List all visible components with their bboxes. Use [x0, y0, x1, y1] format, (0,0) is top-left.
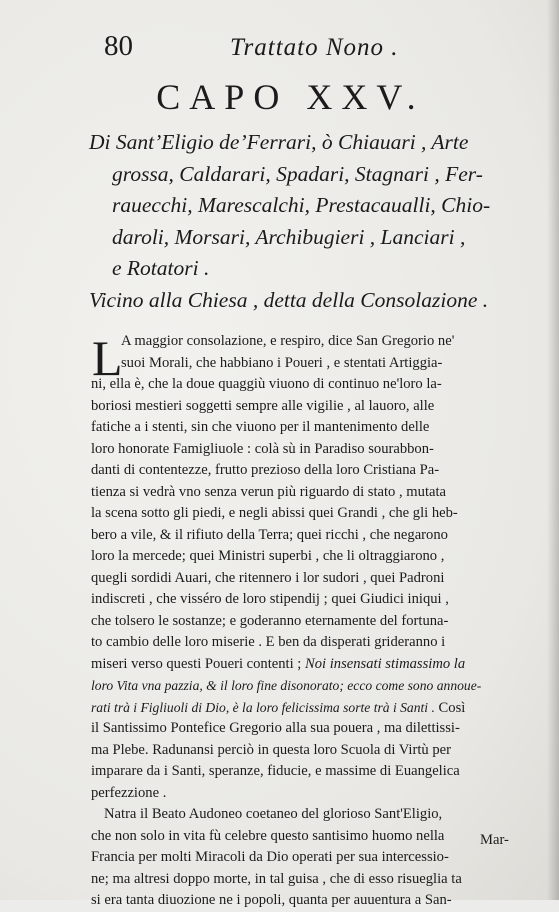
text-line: Natra il Beato Audoneo coetaneo del glorioso Sant'Eligio,: [104, 806, 443, 822]
text-line: che tolsero le sostanze; e goderanno eternamente del fortuna-: [91, 612, 449, 629]
text-line: suoi Morali, che habbiano i Poueri , e stentati Artiggia-: [121, 354, 443, 371]
chapter-title: CAPO XXV.: [156, 77, 425, 117]
text-line-italic: loro Vita vna pazzia, & il loro fine disonorato; ecco come sono annoue-: [91, 678, 482, 693]
text-line: loro la mercede; quei Ministri superbi , che li oltraggiarono ,: [91, 548, 445, 564]
catchword: Mar-: [480, 832, 509, 848]
drop-cap: L: [92, 330, 123, 386]
text-line: bero a vile, & il rifiuto della Terra; quei ricchi , che negarono: [91, 526, 448, 543]
text-line: boriosi mestieri soggetti sempre alle vigilie , al lauoro, alle: [91, 397, 435, 414]
body-text: [91, 331, 541, 912]
text-line: A maggior consolazione, e respiro, dice San Gregorio ne': [121, 333, 455, 349]
text-line: indiscreti , che visséro de loro stipendij ; quei Giudici iniqui ,: [91, 591, 449, 607]
italic-run: Noi insensati stimassimo la: [305, 655, 466, 672]
heading-line: rauecchi, Marescalchi, Prestacaualli, Chio-: [112, 193, 491, 217]
running-head: [104, 26, 524, 62]
heading-line: grossa, Caldarari, Spadari, Stagnari , Fer-: [112, 161, 483, 186]
text-line: il Santissimo Pontefice Gregorio alla sua pouera , ma dilettissi-: [91, 720, 460, 736]
heading-line: daroli, Morsari, Archibugieri , Lanciari ,: [112, 224, 466, 249]
text-line: la scena sotto gli piedi, e negli abissi quei Grandi , che gli heb-: [91, 505, 458, 521]
text-line: tienza si vedrà vno senza verun più riguardo di stato , mutata: [91, 483, 447, 500]
text-line: danti di contentezze, frutto prezioso della loro Cristiana Pa-: [91, 462, 440, 478]
text-line: si era tanta diuozione ne i popoli, quanta per auuentura a San-: [91, 892, 452, 908]
text-line: ma Plebe. Radunansi perciò in questa loro Scuola di Virtù per: [91, 741, 451, 758]
page-number: 80: [104, 30, 133, 62]
running-title: Trattato Nono .: [230, 34, 399, 61]
text-line-mixed: [91, 654, 541, 676]
text-line: fatiche a i stenti, sin che viuono per il mantenimento delle: [91, 419, 430, 435]
heading-line: Di Sant’Eligio de’Ferrari, ò Chiauari , Arte: [89, 130, 469, 154]
text-line: ne; ma altresi doppo morte, in tal guisa , che di esso risueglia ta: [91, 870, 462, 887]
text-line: loro honorate Famigliuole : colà sù in Paradiso sourabbon-: [91, 440, 434, 457]
heading-line: e Rotatori .: [112, 256, 210, 280]
text-line: to cambio delle loro miserie . E ben da disperati grideranno i: [91, 634, 446, 650]
italic-run: rati trà i Figliuoli di Dio, è la loro felicissima sorte trà i Santi .: [91, 699, 435, 715]
text-line: imparare da i Santi, speranze, fiducie, e massime di Euangelica: [91, 763, 460, 779]
text-line: ni, ella è, che la doue quaggiù viuono di continuo ne'loro la-: [91, 376, 442, 392]
roman-run: miseri verso questi Poueri contenti ;: [91, 655, 306, 672]
roman-run: Così: [434, 699, 466, 716]
chapter-heading: [89, 127, 549, 316]
heading-line-location: Vicino alla Chiesa , detta della Consolazione .: [89, 287, 489, 312]
text-line-mixed: [91, 697, 541, 719]
text-line: perfezzione .: [91, 784, 167, 801]
text-line: Francia per molti Miracoli da Dio operati per sua intercessio-: [91, 849, 449, 865]
text-line: quegli sordidi Auari, che ritennero i lor sudori , quei Padroni: [91, 569, 445, 586]
text-line: che non solo in vita fù celebre questo santisimo huomo nella: [91, 827, 445, 844]
